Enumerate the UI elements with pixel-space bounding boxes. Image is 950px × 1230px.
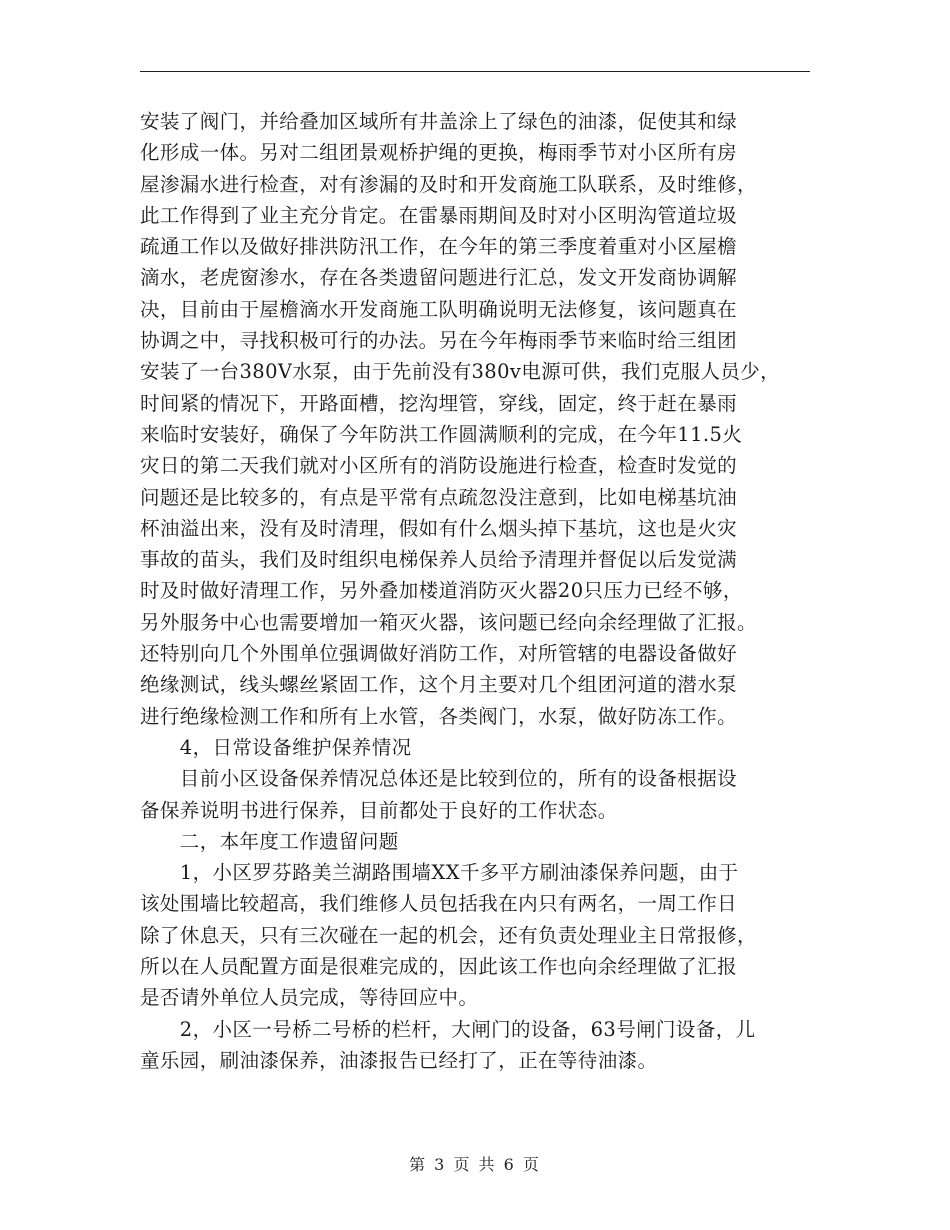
- text-line: 疏通工作以及做好排洪防汛工作，在今年的第三季度着重对小区屋檐: [140, 235, 738, 259]
- header-rule: [140, 71, 810, 72]
- text-line: 安装了一台380V水泵，由于先前没有380v电源可供，我们克服人员少，: [140, 360, 781, 384]
- text-line: 协调之中，寻找积极可行的办法。另在今年梅雨季节来临时给三组团: [140, 329, 738, 353]
- text-line: 进行绝缘检测工作和所有上水管，各类阀门，水泵，做好防冻工作。: [140, 704, 738, 728]
- text-line: 灾日的第二天我们就对小区所有的消防设施进行检查，检查时发觉的: [140, 454, 738, 478]
- text-line: 除了休息天，只有三次碰在一起的机会，还有负责处理业主日常报修，: [140, 923, 757, 947]
- text-line: 二，本年度工作遗留问题: [140, 829, 399, 853]
- text-line: 来临时安装好，确保了今年防洪工作圆满顺利的完成，在今年11.5火: [140, 422, 743, 446]
- text-line: 所以在人员配置方面是很难完成的，因此该工作也向余经理做了汇报: [140, 955, 738, 979]
- text-line: 问题还是比较多的，有点是平常有点疏忽没注意到，比如电梯基坑油: [140, 485, 738, 509]
- text-line: 滴水，老虎窗渗水，存在各类遗留问题进行汇总，发文开发商协调解: [140, 266, 738, 290]
- text-line: 屋渗漏水进行检查，对有渗漏的及时和开发商施工队联系，及时维修，: [140, 172, 757, 196]
- text-line: 时及时做好清理工作，另外叠加楼道消防灭火器20只压力已经不够，: [140, 579, 743, 603]
- text-line: 另外服务中心也需要增加一箱灭火器，该问题已经向余经理做了汇报。: [140, 610, 757, 634]
- text-line: 4，日常设备维护保养情况: [140, 735, 412, 759]
- text-line: 安装了阀门，并给叠加区域所有井盖涂上了绿色的油漆，促使其和绿: [140, 110, 738, 133]
- text-line: 1，小区罗芬路美兰湖路围墙XX千多平方刷油漆保养问题，由于: [140, 861, 739, 885]
- text-line: 童乐园，刷油漆保养，油漆报告已经打了，正在等待油漆。: [140, 1048, 658, 1072]
- text-line: 绝缘测试，线头螺丝紧固工作，这个月主要对几个组团河道的潜水泵: [140, 673, 738, 697]
- text-line: 2，小区一号桥二号桥的栏杆，大闸门的设备，63号闸门设备，儿: [140, 1017, 756, 1041]
- text-line: 还特别向几个外围单位强调做好消防工作，对所管辖的电器设备做好: [140, 642, 738, 666]
- text-line: 时间紧的情况下，开路面槽，挖沟埋管，穿线，固定，终于赶在暴雨: [140, 391, 738, 415]
- text-line: 杯油溢出来，没有及时清理，假如有什么烟头掉下基坑，这也是火灾: [140, 516, 738, 540]
- text-line: 该处围墙比较超高，我们维修人员包括我在内只有两名，一周工作日: [140, 892, 738, 916]
- page-footer: 第 3 页 共 6 页: [409, 1155, 541, 1174]
- text-line: 备保养说明书进行保养，目前都处于良好的工作状态。: [140, 798, 618, 822]
- text-line: 此工作得到了业主充分肯定。在雷暴雨期间及时对小区明沟管道垃圾: [140, 203, 738, 227]
- text-line: 决，目前由于屋檐滴水开发商施工队明确说明无法修复，该问题真在: [140, 297, 738, 321]
- text-line: 目前小区设备保养情况总体还是比较到位的，所有的设备根据设: [140, 767, 738, 791]
- body-text: [140, 106, 830, 1076]
- text-line: 化形成一体。另对二组团景观桥护绳的更换，梅雨季节对小区所有房: [140, 141, 738, 165]
- text-line: 是否请外单位人员完成，等待回应中。: [140, 986, 479, 1010]
- text-line: 事故的苗头，我们及时组织电梯保养人员给予清理并督促以后发觉满: [140, 548, 738, 572]
